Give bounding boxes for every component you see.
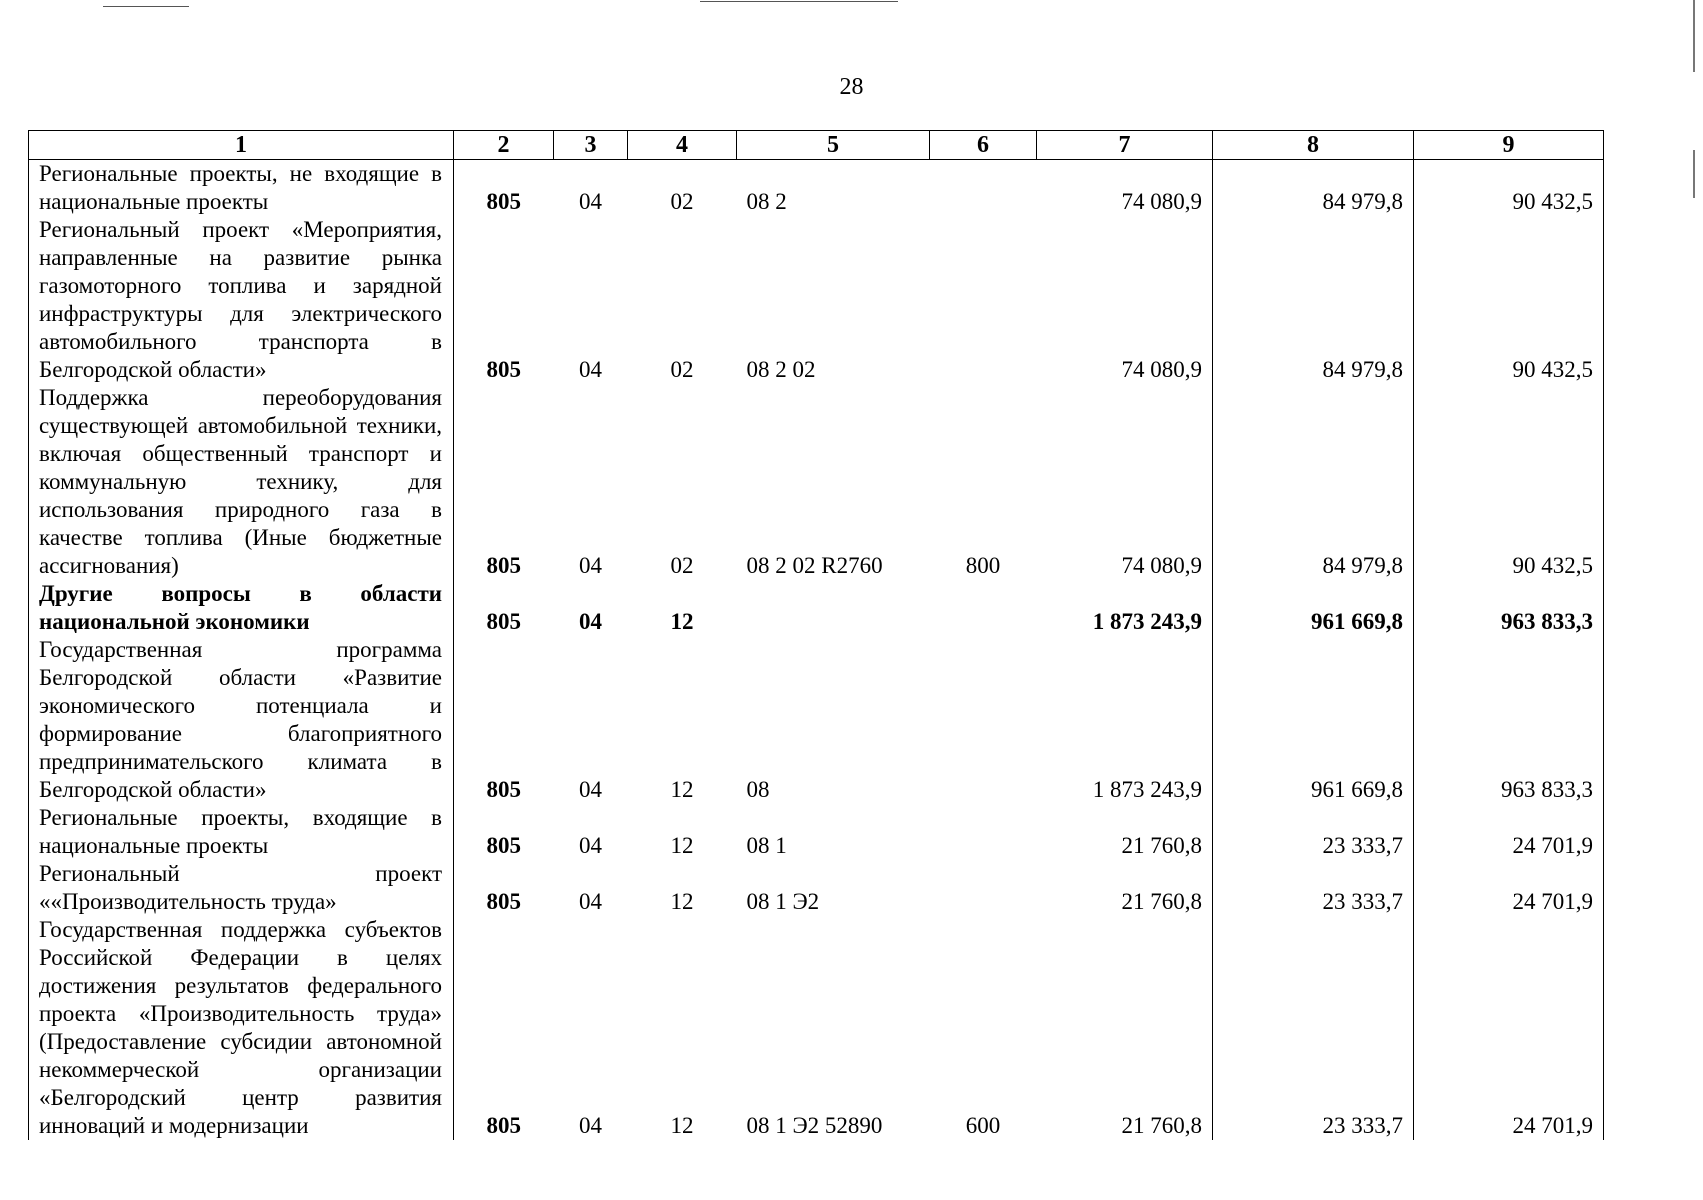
cell-amount-col7: 74 080,9 [1037, 384, 1213, 580]
cell-name: Государственная программа Белгородской области «Развитие экономического потенциала и формирование благоприятного предпринимательского климата в Белгородской области» [29, 636, 454, 804]
margin-mark-middle [1693, 150, 1695, 198]
cell-expense-type [930, 216, 1037, 384]
cell-subsection: 02 [670, 189, 694, 214]
table-row [29, 384, 1604, 580]
cell-amount-col8: 84 979,8 [1213, 384, 1414, 580]
header-col-4: 4 [628, 131, 737, 160]
cell-amount-col7: 1 873 243,9 [1037, 580, 1213, 636]
header-col-1: 1 [29, 131, 454, 160]
cell-name: Региональный проект ««Производительность труда» [29, 860, 454, 916]
top-rule-left [103, 6, 189, 7]
header-col-8: 8 [1213, 131, 1414, 160]
cell-subsection: 12 [670, 889, 694, 914]
cell-ministry-code: 805 [486, 189, 521, 214]
table-row [29, 216, 1604, 384]
cell-amount-col7: 74 080,9 [1037, 160, 1213, 217]
cell-amount-col7: 1 873 243,9 [1037, 636, 1213, 804]
cell-amount-col8: 23 333,7 [1213, 804, 1414, 860]
cell-expense-type: 600 [965, 1113, 1001, 1138]
cell-ministry-code: 805 [486, 889, 521, 914]
cell-name: Региональные проекты, не входящие в национальные проекты [29, 160, 454, 217]
cell-amount-col8: 23 333,7 [1213, 860, 1414, 916]
header-col-2: 2 [454, 131, 554, 160]
cell-target-article: 08 1 [746, 833, 787, 858]
header-col-6: 6 [930, 131, 1037, 160]
cell-amount-col8: 84 979,8 [1213, 216, 1414, 384]
cell-name: Региональный проект «Мероприятия, направленные на развитие рынка газомоторного топлива и зарядной инфраструктуры для электрического автомобильного транспорта в Белгородской области» [29, 216, 454, 384]
budget-table [28, 130, 1603, 1140]
table-row [29, 916, 1604, 1140]
cell-expense-type [930, 160, 1037, 217]
cell-subsection: 02 [670, 553, 694, 578]
cell-amount-col9: 963 833,3 [1414, 636, 1604, 804]
top-rule-center [700, 1, 898, 2]
header-col-3: 3 [554, 131, 628, 160]
cell-amount-col9: 963 833,3 [1414, 580, 1604, 636]
cell-amount-col8: 961 669,8 [1213, 636, 1414, 804]
cell-expense-type: 800 [965, 553, 1001, 578]
cell-subsection: 02 [670, 357, 694, 382]
header-row [29, 131, 1604, 160]
table-row [29, 860, 1604, 916]
cell-expense-type [930, 580, 1037, 636]
table-row [29, 160, 1604, 217]
cell-amount-col7: 21 760,8 [1037, 804, 1213, 860]
cell-section: 04 [579, 609, 602, 634]
cell-target-article: 08 1 Э2 [746, 889, 820, 914]
cell-subsection: 12 [670, 609, 694, 634]
cell-ministry-code: 805 [486, 833, 521, 858]
cell-amount-col8: 961 669,8 [1213, 580, 1414, 636]
cell-amount-col8: 84 979,8 [1213, 160, 1414, 217]
cell-section: 04 [579, 777, 602, 802]
cell-expense-type [930, 804, 1037, 860]
cell-amount-col9: 90 432,5 [1414, 216, 1604, 384]
cell-section: 04 [579, 833, 602, 858]
cell-expense-type [930, 636, 1037, 804]
cell-amount-col7: 74 080,9 [1037, 216, 1213, 384]
cell-expense-type [930, 860, 1037, 916]
cell-section: 04 [579, 553, 602, 578]
cell-ministry-code: 805 [486, 357, 521, 382]
cell-name: Другие вопросы в области национальной экономики [29, 580, 454, 636]
table-row [29, 580, 1604, 636]
cell-amount-col9: 24 701,9 [1414, 860, 1604, 916]
cell-name: Поддержка переоборудования существующей автомобильной техники, включая общественный транспорт и коммунальную технику, для использования природного газа в качестве топлива (Иные бюджетные ассигнования) [29, 384, 454, 580]
cell-target-article: 08 2 [746, 189, 787, 214]
cell-subsection: 12 [670, 833, 694, 858]
cell-target-article: 08 [746, 777, 770, 802]
cell-amount-col7: 21 760,8 [1037, 916, 1213, 1140]
table-row [29, 636, 1604, 804]
cell-target-article: 08 2 02 [746, 357, 816, 382]
cell-section: 04 [579, 189, 602, 214]
cell-section: 04 [579, 357, 602, 382]
cell-amount-col9: 90 432,5 [1414, 384, 1604, 580]
cell-section: 04 [579, 889, 602, 914]
page-number: 28 [839, 74, 864, 100]
cell-ministry-code: 805 [486, 1113, 521, 1138]
cell-subsection: 12 [670, 777, 694, 802]
cell-section: 04 [579, 1113, 602, 1138]
header-col-9: 9 [1414, 131, 1604, 160]
cell-amount-col9: 24 701,9 [1414, 804, 1604, 860]
cell-amount-col9: 24 701,9 [1414, 916, 1604, 1140]
cell-amount-col8: 23 333,7 [1213, 916, 1414, 1140]
cell-amount-col9: 90 432,5 [1414, 160, 1604, 217]
cell-ministry-code: 805 [486, 609, 521, 634]
cell-target-article: 08 1 Э2 52890 [746, 1113, 883, 1138]
cell-ministry-code: 805 [486, 777, 521, 802]
cell-name: Региональные проекты, входящие в национальные проекты [29, 804, 454, 860]
cell-amount-col7: 21 760,8 [1037, 860, 1213, 916]
table-row [29, 804, 1604, 860]
cell-ministry-code: 805 [486, 553, 521, 578]
cell-target-article: 08 2 02 R2760 [746, 553, 883, 578]
cell-subsection: 12 [670, 1113, 694, 1138]
cell-target-article [737, 580, 930, 636]
header-col-7: 7 [1037, 131, 1213, 160]
margin-mark-top [1693, 0, 1695, 72]
cell-name: Государственная поддержка субъектов Российской Федерации в целях достижения результатов федерального проекта «Производительность труда» (Предоставление субсидии автономной некоммерческой организации «Белгородский центр развития инноваций и модернизации [29, 916, 454, 1140]
header-col-5: 5 [737, 131, 930, 160]
